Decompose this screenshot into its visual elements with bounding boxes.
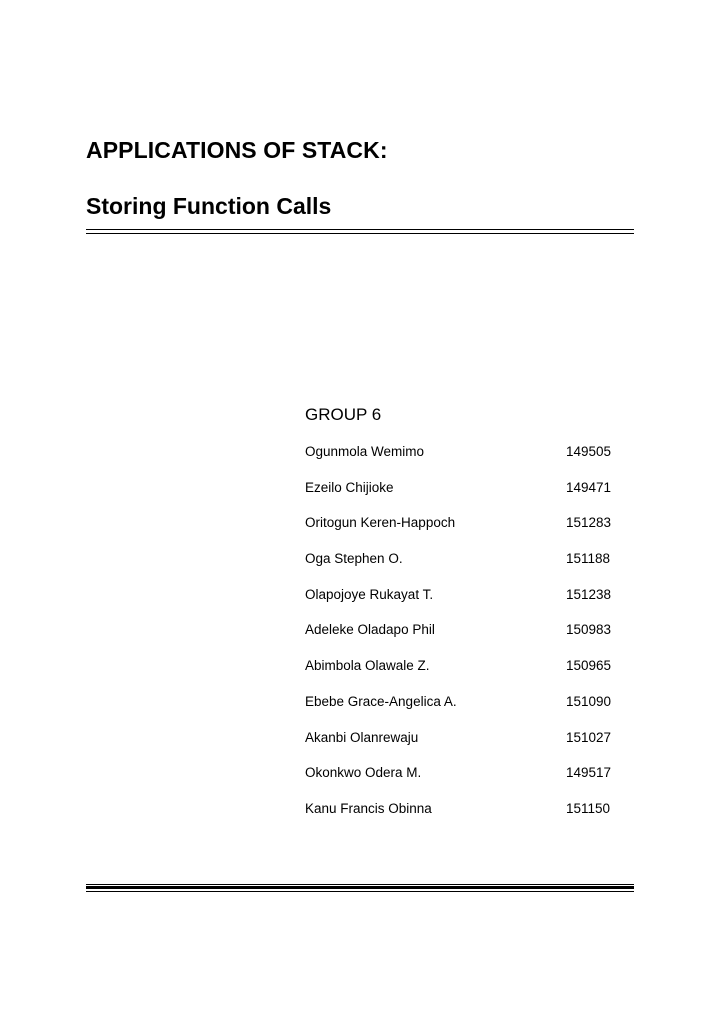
member-row [305, 441, 625, 477]
member-name: Ezeilo Chijioke [305, 479, 394, 495]
member-name: Abimbola Olawale Z. [305, 658, 430, 674]
document-subtitle: Storing Function Calls [86, 193, 332, 219]
member-id: 149517 [566, 765, 612, 781]
document-title: APPLICATIONS OF STACK: [86, 137, 388, 163]
member-row [305, 548, 625, 584]
member-id: 151027 [566, 729, 612, 745]
group-heading: GROUP 6 [305, 405, 382, 424]
member-id: 151238 [566, 586, 612, 602]
member-row [305, 512, 625, 548]
member-name: Okonkwo Odera M. [305, 765, 422, 781]
member-name: Ogunmola Wemimo [305, 444, 425, 459]
member-id: 149471 [566, 479, 612, 495]
top-divider-line [86, 229, 634, 230]
member-name: Oga Stephen O. [305, 551, 403, 567]
member-row [305, 727, 625, 763]
member-name: Adeleke Oladapo Phil [305, 622, 435, 638]
bottom-divider-line [86, 886, 634, 889]
member-id: 150965 [566, 658, 612, 674]
member-row [305, 584, 625, 620]
member-name: Ebebe Grace-Angelica A. [305, 693, 457, 709]
member-id: 150983 [566, 622, 612, 638]
bottom-divider-line [86, 891, 634, 892]
member-id: 151150 [566, 800, 611, 816]
member-name: Akanbi Olanrewaju [305, 729, 419, 745]
member-row [305, 762, 625, 798]
member-id: 151188 [566, 551, 611, 567]
member-row [305, 655, 625, 691]
member-id: 149505 [566, 444, 612, 459]
member-id: 151090 [566, 693, 612, 709]
bottom-divider-line [86, 884, 634, 885]
member-list [305, 441, 625, 834]
member-row [305, 691, 625, 727]
member-name: Olapojoye Rukayat T. [305, 586, 434, 602]
member-name: Kanu Francis Obinna [305, 800, 432, 816]
member-name: Oritogun Keren-Happoch [305, 515, 456, 531]
member-row [305, 477, 625, 513]
top-divider-line [86, 233, 634, 234]
member-row [305, 798, 625, 834]
member-id: 151283 [566, 515, 612, 531]
member-row [305, 619, 625, 655]
